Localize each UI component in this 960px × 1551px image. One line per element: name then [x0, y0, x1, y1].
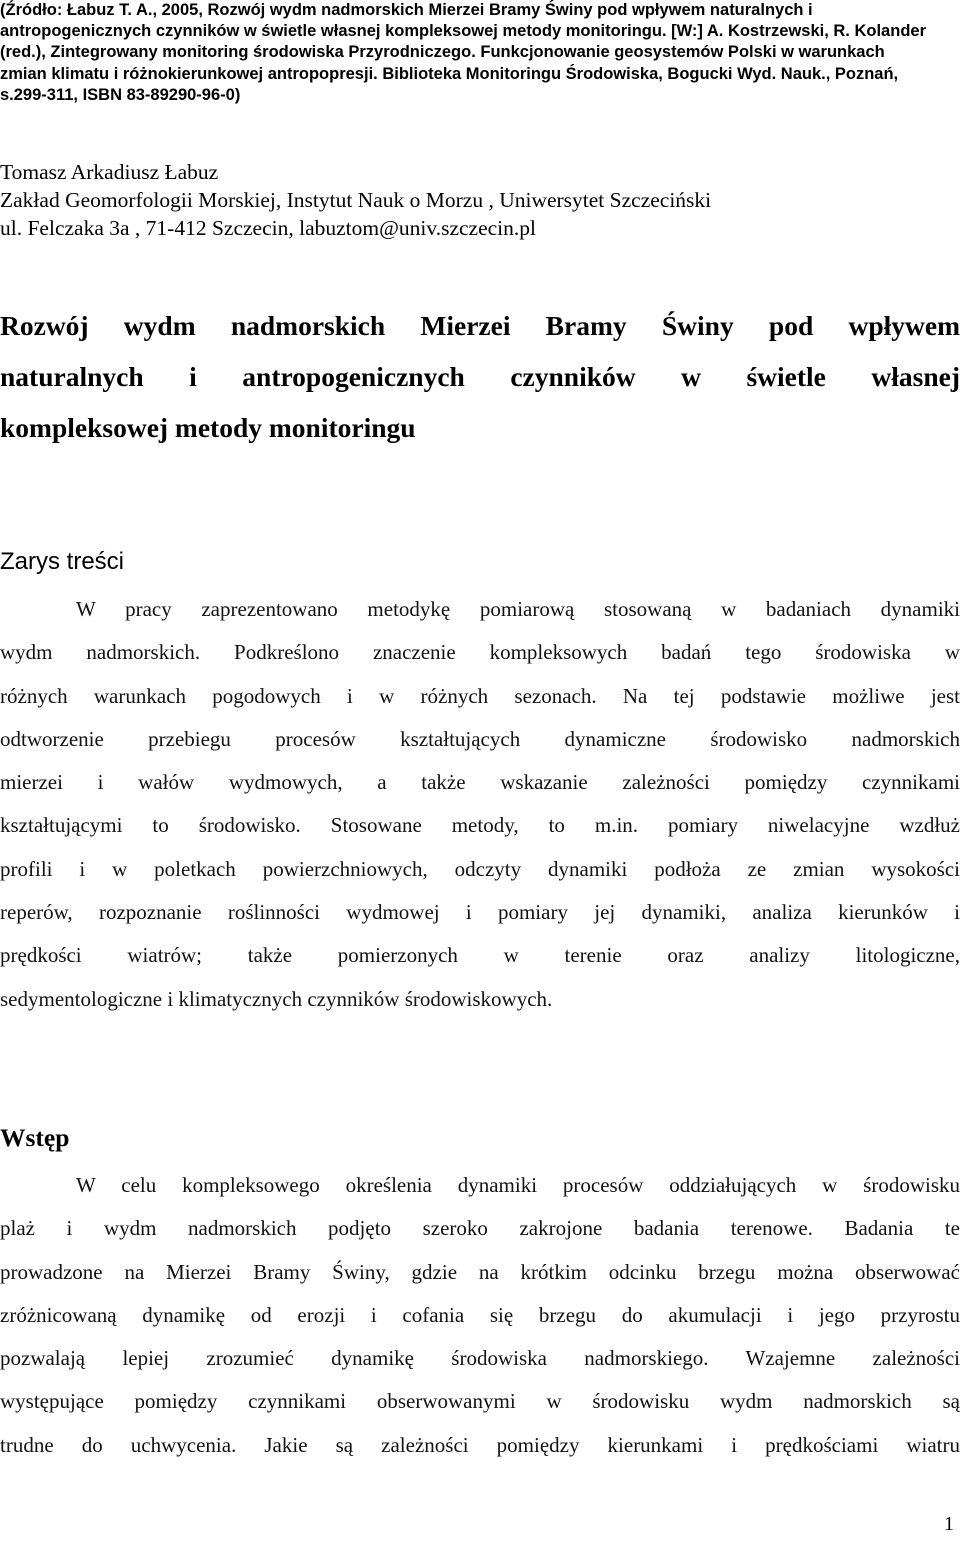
intro-line: trudne do uchwycenia. Jakie są zależności pomiędzy kierunkami i prędkościami wiatru: [0, 1432, 960, 1457]
source-line: zmian klimatu i różnokierunkowej antropopresji. Biblioteka Monitoringu Środowiska, Bogucki Wyd. Nauk., Poznań,: [0, 64, 899, 83]
abstract-heading: Zarys treści: [0, 548, 125, 575]
abstract-line: profili i w poletkach powierzchniowych, odczyty dynamiki podłoża ze zmian wysokości: [0, 856, 960, 881]
intro-line: występujące pomiędzy czynnikami obserwowanymi w środowisku wydm nadmorskich są: [0, 1389, 960, 1414]
source-line: (red.), Zintegrowany monitoring środowiska Przyrodniczego. Funkcjonowanie geosystemów Polski w warunkach: [0, 43, 885, 62]
author-affiliation: Zakład Geomorfologii Morskiej, Instytut Nauk o Morzu , Uniwersytet Szczeciński: [0, 188, 712, 212]
intro-heading: Wstęp: [0, 1123, 70, 1152]
abstract-paragraph: [0, 588, 960, 1021]
intro-line: prowadzone na Mierzei Bramy Świny, gdzie na krótkim odcinku brzegu można obserwować: [0, 1259, 960, 1284]
abstract-line: odtworzenie przebiegu procesów kształtujących dynamiczne środowisko nadmorskich: [0, 726, 960, 751]
source-line: s.299-311, ISBN 83-89290-96-0): [0, 85, 241, 104]
abstract-line: reperów, rozpoznanie roślinności wydmowej i pomiary jej dynamiki, analiza kierunków i: [0, 900, 960, 925]
abstract-line: mierzei i wałów wydmowych, a także wskazanie zależności pomiędzy czynnikami: [0, 770, 960, 795]
abstract-line: prędkości wiatrów; także pomierzonych w terenie oraz analizy litologiczne,: [0, 943, 960, 968]
intro-line: pozwalają lepiej zrozumieć dynamikę środowiska nadmorskiego. Wzajemne zależności: [0, 1346, 960, 1371]
abstract-line: różnych warunkach pogodowych i w różnych sezonach. Na tej podstawie możliwe jest: [0, 683, 960, 708]
source-citation: [0, 0, 960, 106]
abstract-line: kształtującymi to środowisko. Stosowane metody, to m.in. pomiary niwelacyjne wzdłuż: [0, 813, 960, 838]
title-line: kompleksowej metody monitoringu: [0, 412, 416, 443]
intro-line: zróżnicowaną dynamikę od erozji i cofania się brzegu do akumulacji i jego przyrostu: [0, 1302, 960, 1327]
abstract-line: W pracy zaprezentowano metodykę pomiarową stosowaną w badaniach dynamiki: [76, 597, 960, 621]
source-line: (Źródło: Łabuz T. A., 2005, Rozwój wydm nadmorskich Mierzei Bramy Świny pod wpływem naturalnych i: [0, 1, 813, 19]
intro-line: plaż i wydm nadmorskich podjęto szeroko zakrojone badania terenowe. Badania te: [0, 1216, 960, 1241]
abstract-line: sedymentologiczne i klimatycznych czynników środowiskowych.: [0, 986, 553, 1011]
title-line: naturalnych i antropogenicznych czynników w świetle własnej: [0, 361, 960, 392]
author-address: ul. Felczaka 3a , 71-412 Szczecin, labuztom@univ.szczecin.pl: [0, 216, 536, 240]
paper-title: [0, 300, 960, 453]
intro-paragraph: [0, 1164, 960, 1467]
source-line: antropogenicznych czynników w świetle własnej kompleksowej metody monitoringu. [W:] A. Kostrzewski, R. Kolander: [0, 22, 926, 41]
author-block: [0, 158, 960, 242]
page-number: 1: [944, 1513, 954, 1535]
title-line: Rozwój wydm nadmorskich Mierzei Bramy Świny pod wpływem: [0, 310, 960, 341]
author-name: Tomasz Arkadiusz Łabuz: [0, 160, 219, 184]
intro-line: W celu kompleksowego określenia dynamiki procesów oddziałujących w środowisku: [76, 1173, 960, 1197]
abstract-line: wydm nadmorskich. Podkreślono znaczenie kompleksowych badań tego środowiska w: [0, 640, 960, 665]
